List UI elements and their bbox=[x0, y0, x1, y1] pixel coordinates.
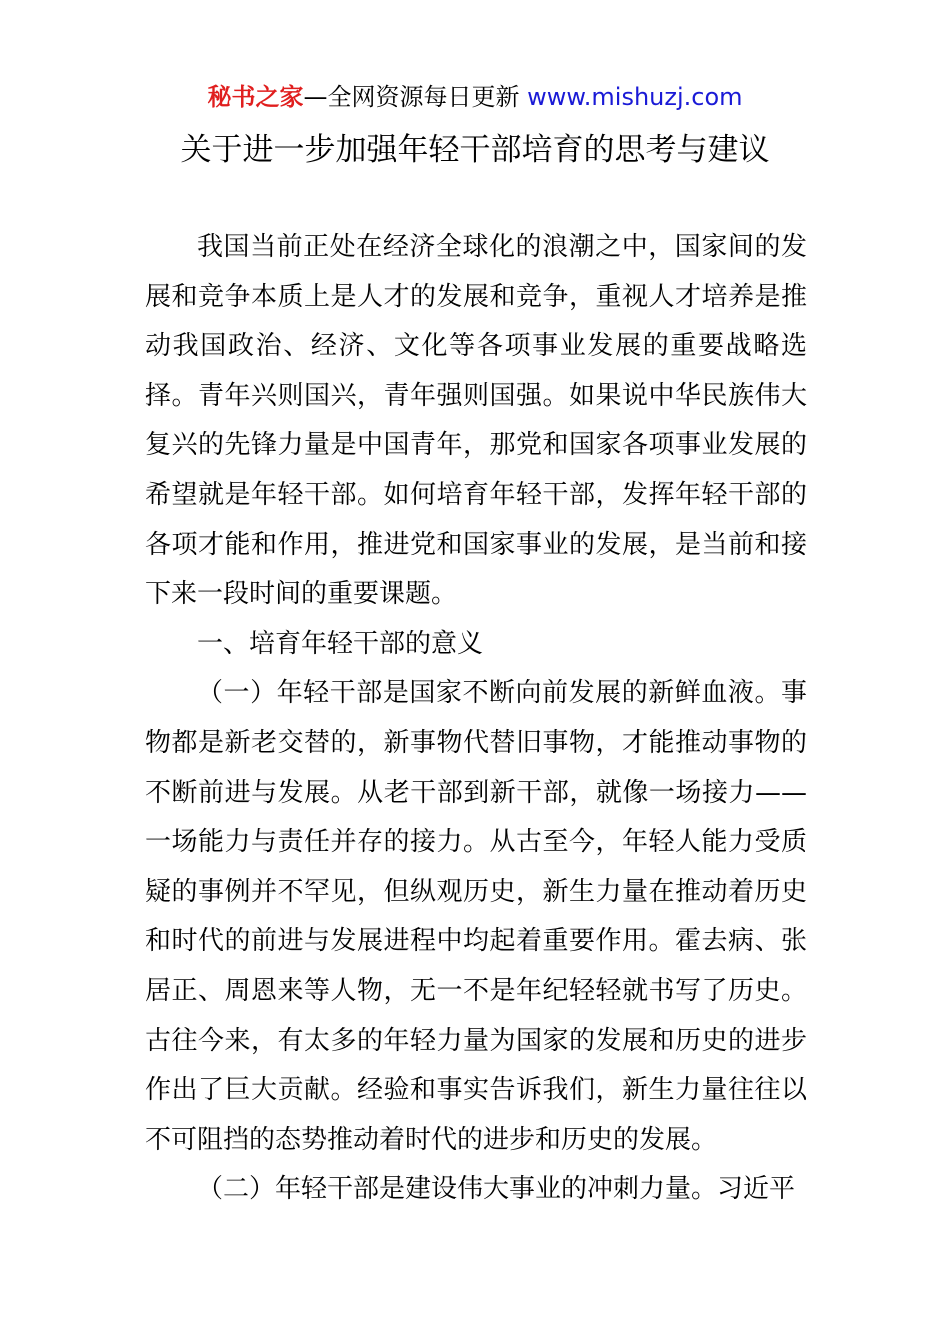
site-tagline: —全网资源每日更新 bbox=[303, 83, 528, 111]
document-body bbox=[145, 223, 807, 1215]
site-brand: 秘书之家 bbox=[207, 83, 304, 111]
point-paragraph-1: （一）年轻干部是国家不断向前发展的新鲜血液。事物都是新老交替的，新事物代替旧事物，才能推动事物的不断前进与发展。从老干部到新干部，就像一场接力——一场能力与责任并存的接力。从古至今，年轻人能力受质疑的事例并不罕见，但纵观历史，新生力量在推动着历史和时代的前进与发展进程中均起着重要作用。霍去病、张居正、周恩来等人物，无一不是年纪轻轻就书写了历史。古往今来，有太多的年轻力量为国家的发展和历史的进步作出了巨大贡献。经验和事实告诉我们，新生力量往往以不可阻挡的态势推动着时代的进步和历史的发展。 bbox=[145, 678, 807, 1155]
intro-paragraph: 我国当前正处在经济全球化的浪潮之中，国家间的发展和竞争本质上是人才的发展和竞争，重视人才培养是推动我国政治、经济、文化等各项事业发展的重要战略选择。青年兴则国兴，青年强则国强。如果说中华民族伟大复兴的先锋力量是中国青年，那党和国家各项事业发展的希望就是年轻干部。如何培育年轻干部，发挥年轻干部的各项才能和作用，推进党和国家事业的发展，是当前和接下来一段时间的重要课题。 bbox=[145, 232, 807, 610]
point-paragraph-2: （二）年轻干部是建设伟大事业的冲刺力量。习近平 bbox=[197, 1174, 796, 1205]
document-title: 关于进一步加强年轻干部培育的思考与建议 bbox=[180, 132, 770, 168]
section-heading-1: 一、培育年轻干部的意义 bbox=[197, 628, 484, 659]
site-url-link[interactable]: www.mishuzj.com bbox=[527, 83, 743, 111]
site-header bbox=[0, 80, 950, 114]
